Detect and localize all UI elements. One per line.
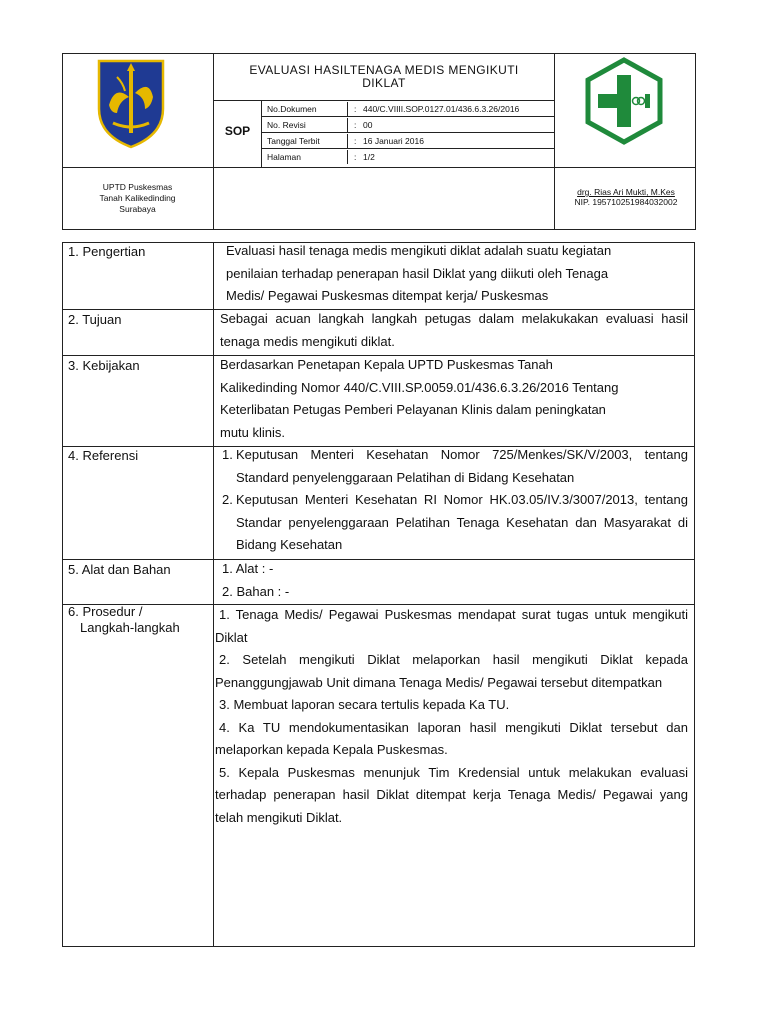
- meta-value: 1/2: [363, 152, 375, 162]
- referensi-label: 4. Referensi: [68, 448, 139, 463]
- document-meta-table: [262, 100, 554, 167]
- prosedur-steps: [215, 604, 688, 829]
- meta-row-no-revisi: [262, 118, 554, 133]
- signer-name: drg. Rias Ari Mukti, M.Kes: [577, 187, 675, 197]
- alat-item: 1. Alat : -: [222, 561, 274, 576]
- sop-label: SOP: [224, 124, 251, 138]
- kebijakan-line: Berdasarkan Penetapan Kepala UPTD Puskesmas Tanah: [220, 357, 553, 372]
- prosedur-step: 4. Ka TU mendokumentasikan laporan hasil mengikuti Diklat tersebut dan melaporkan kepada Kepala Puskesmas.: [215, 719, 688, 757]
- meta-colon: :: [354, 120, 357, 130]
- org-line3: Surabaya: [119, 204, 156, 214]
- alat-bahan-list: [222, 558, 688, 603]
- prosedur-step: 1. Tenaga Medis/ Pegawai Puskesmas mendapat surat tugas untuk mengikuti Diklat: [215, 607, 688, 645]
- referensi-item: [220, 489, 688, 557]
- document-title: [214, 64, 554, 90]
- org-line2: Tanah Kalikedinding: [99, 193, 176, 203]
- meta-value: 00: [363, 120, 373, 130]
- kebijakan-line: Kalikedinding Nomor 440/C.VIII.SP.0059.01/436.6.3.26/2016 Tentang: [220, 379, 619, 395]
- prosedur-label: [68, 604, 213, 636]
- meta-label: Tanggal Terbit: [262, 134, 348, 148]
- meta-value: 440/C.VIIII.SOP.0127.01/436.6.3.26/2016: [363, 104, 520, 114]
- tujuan-text: Sebagai acuan langkah langkah petugas dalam melakukakan evaluasi hasil tenaga medis mengikuti diklat.: [220, 311, 688, 349]
- referensi-list: [220, 444, 688, 557]
- bahan-item: 2. Bahan : -: [222, 583, 290, 599]
- tujuan-label: 2. Tujuan: [68, 312, 122, 327]
- meta-row-no-dokumen: [262, 102, 554, 117]
- pengertian-label: 1. Pengertian: [68, 244, 146, 259]
- kebijakan-line: mutu klinis.: [220, 424, 286, 440]
- procedure-table-col-divider: [213, 242, 214, 947]
- pengertian-line: penilaian terhadap penerapan hasil Diklat yang diikuti oleh Tenaga: [226, 265, 609, 281]
- surabaya-emblem-logo: [95, 57, 167, 149]
- header-divider: [62, 167, 696, 168]
- kebijakan-line: Keterlibatan Petugas Pemberi Pelayanan Klinis dalam peningkatan: [220, 402, 606, 417]
- signer-block: [556, 187, 696, 207]
- kebijakan-text: [220, 354, 688, 444]
- org-line1: UPTD Puskesmas: [102, 182, 173, 192]
- meta-label: No. Revisi: [262, 118, 348, 132]
- document-title-line1: EVALUASI HASILTENAGA MEDIS MENGIKUTI: [249, 63, 519, 77]
- meta-label: Halaman: [262, 150, 348, 164]
- prosedur-step: 5. Kepala Puskesmas menunjuk Tim Kredensial untuk melakukan evaluasi terhadap penerapan hasil Diklat ditempat kerja Tenaga Medis/ Pegawai yang telah mengikuti Diklat.: [215, 764, 688, 825]
- meta-colon: :: [354, 136, 357, 146]
- referensi-item-text: Keputusan Menteri Kesehatan RI Nomor HK.03.05/IV.3/3007/2013, tentang Standar penyelenggaraan Pelatihan Tenaga Kesehatan dan Masyarakat di Bidang Kesehatan: [236, 492, 688, 552]
- pengertian-line: Evaluasi hasil tenaga medis mengikuti diklat adalah suatu kegiatan: [226, 243, 612, 258]
- kebijakan-label: 3. Kebijakan: [68, 358, 140, 373]
- prosedur-step: 3. Membuat laporan secara tertulis kepada Ka TU.: [219, 697, 510, 712]
- document-title-line2: DIKLAT: [362, 76, 406, 90]
- signer-nip: NIP. 195710251984032002: [574, 197, 678, 207]
- meta-row-halaman: [262, 150, 554, 164]
- meta-colon: :: [354, 104, 357, 114]
- referensi-item: [220, 444, 688, 489]
- meta-colon: :: [354, 152, 357, 162]
- referensi-item-text: Keputusan Menteri Kesehatan Nomor 725/Menkes/SK/V/2003, tentang Standard penyelenggaraan Pelatihan di Bidang Kesehatan: [236, 447, 688, 485]
- prosedur-label-line2: Langkah-langkah: [80, 620, 180, 635]
- meta-row-tanggal-terbit: [262, 134, 554, 149]
- pengertian-text: [226, 240, 688, 308]
- alat-bahan-label: 5. Alat dan Bahan: [68, 562, 171, 577]
- meta-label: No.Dokumen: [262, 102, 348, 116]
- meta-value: 16 Januari 2016: [363, 136, 424, 146]
- organization-name: [62, 182, 213, 215]
- referensi-item-number: 2.: [222, 492, 233, 507]
- pengertian-line: Medis/ Pegawai Puskesmas ditempat kerja/ Puskesmas: [226, 288, 549, 303]
- puskesmas-logo: [584, 57, 664, 145]
- prosedur-step: 2. Setelah mengikuti Diklat melaporkan hasil mengikuti Diklat kepada Penanggungjawab Unit dimana Tenaga Medis/ Pegawai tersebut ditempatkan: [215, 652, 688, 690]
- referensi-item-number: 1.: [222, 447, 233, 462]
- prosedur-label-line1: 6. Prosedur /: [68, 604, 143, 619]
